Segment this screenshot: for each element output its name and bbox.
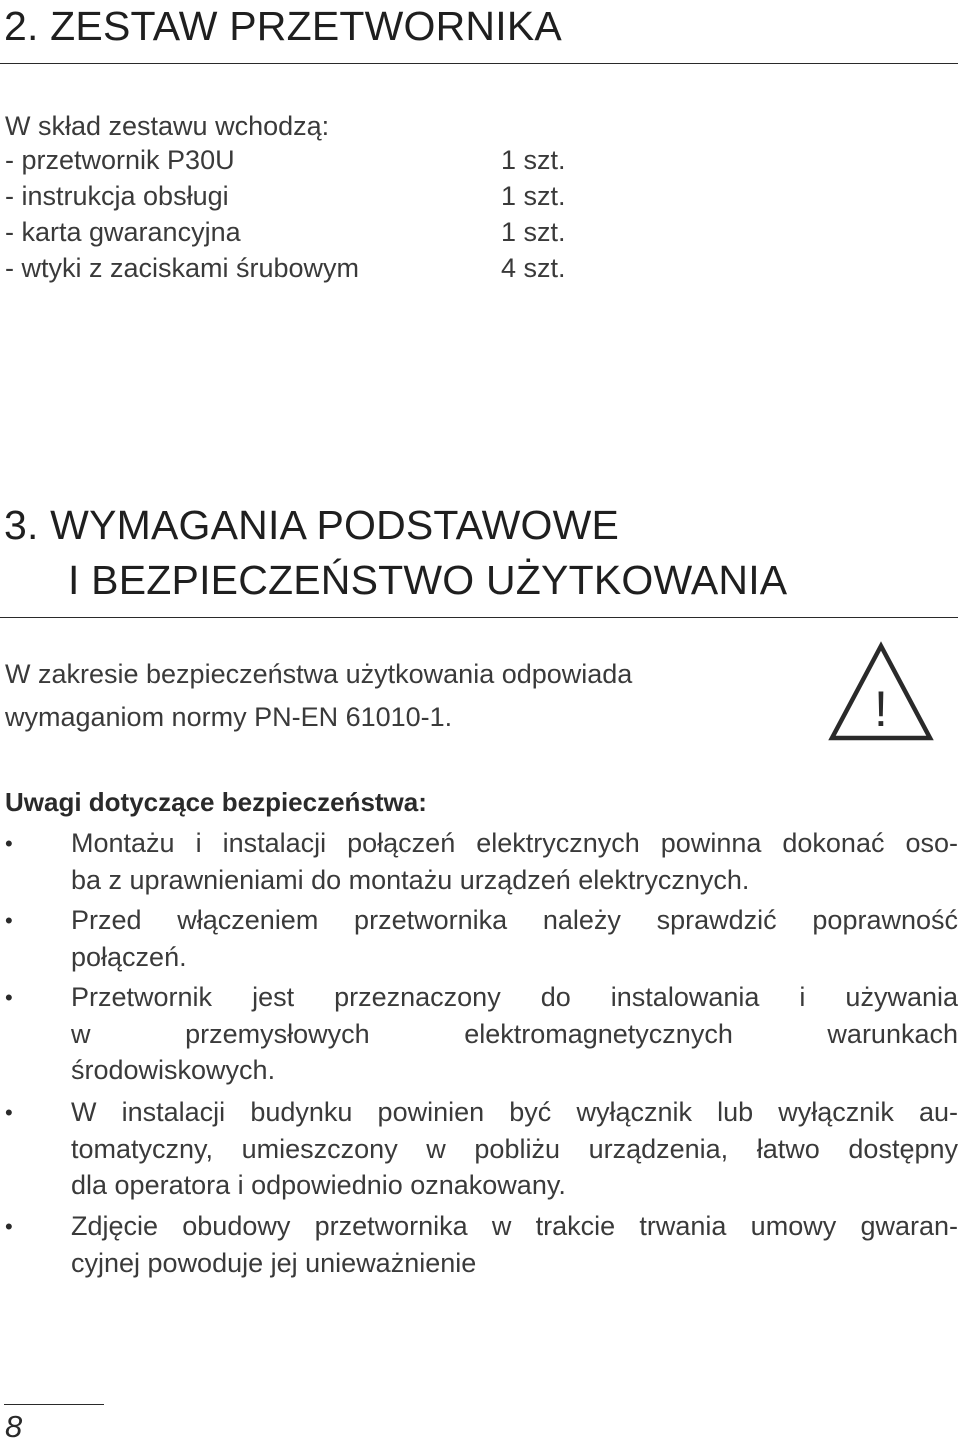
kit-item-name: - karta gwarancyjna	[5, 217, 241, 247]
section-3-rule	[0, 617, 958, 618]
section-2-rule	[0, 63, 958, 64]
safety-note	[71, 979, 958, 1089]
safety-notes-title: Uwagi dotyczące bezpieczeństwa:	[5, 787, 427, 817]
bullet-icon: •	[5, 1214, 13, 1239]
kit-item-name: - instrukcja obsługi	[5, 181, 229, 211]
page-number-rule	[4, 1404, 104, 1405]
note-line: połączeń.	[71, 941, 187, 972]
kit-item-qty: 4 szt.	[501, 253, 566, 283]
kit-item-qty: 1 szt.	[501, 145, 566, 175]
note-line: cyjnej powoduje jej unieważnienie	[71, 1247, 477, 1278]
bullet-icon: •	[5, 831, 13, 856]
note-line: Przed włączeniem przetwornika należy sprawdzić poprawność	[71, 905, 958, 935]
note-line: Przetwornik jest przeznaczony do instalowania i używania	[71, 982, 958, 1012]
section-3-title-line2: I BEZPIECZEŃSTWO UŻYTKOWANIA	[68, 557, 788, 603]
note-line: Zdjęcie obudowy przetwornika w trakcie trwania umowy gwaran-	[71, 1211, 958, 1241]
section-2-title: 2. ZESTAW PRZETWORNIKA	[4, 3, 562, 49]
note-line: środowiskowych.	[71, 1055, 276, 1085]
note-line: W instalacji budynku powinien być wyłącznik lub wyłącznik au-	[71, 1097, 958, 1127]
safety-note	[71, 1094, 958, 1204]
note-line: tomatyczny, umieszczony w pobliżu urządzenia, łatwo dostępny	[71, 1133, 958, 1164]
kit-item-qty: 1 szt.	[501, 181, 566, 211]
kit-item-name: - przetwornik P30U	[5, 145, 235, 175]
safety-note	[71, 1208, 958, 1281]
warning-symbol: !	[874, 681, 888, 737]
warning-triangle-icon	[826, 640, 936, 744]
section-3-intro-line2: wymaganiom normy PN-EN 61010-1.	[5, 702, 453, 732]
safety-note	[71, 825, 958, 898]
kit-item-name: - wtyki z zaciskami śrubowym	[5, 253, 360, 283]
bullet-icon: •	[5, 908, 13, 933]
kit-intro: W skład zestawu wchodzą:	[5, 111, 330, 141]
page-number: 8	[5, 1409, 23, 1444]
bullet-icon: •	[5, 1100, 13, 1125]
safety-note	[71, 902, 958, 975]
note-line: dla operatora i odpowiednio oznakowany.	[71, 1170, 566, 1200]
section-3-title-line1: 3. WYMAGANIA PODSTAWOWE	[4, 502, 620, 548]
note-line: Montażu i instalacji połączeń elektrycznych powinna dokonać oso-	[71, 828, 958, 858]
section-3-intro-line1: W zakresie bezpieczeństwa użytkowania odpowiada	[5, 659, 633, 689]
kit-item-qty: 1 szt.	[501, 217, 566, 247]
bullet-icon: •	[5, 985, 13, 1010]
note-line: w przemysłowych elektromagnetycznych warunkach	[71, 1018, 958, 1049]
note-line: ba z uprawnieniami do montażu urządzeń elektrycznych.	[71, 864, 750, 895]
